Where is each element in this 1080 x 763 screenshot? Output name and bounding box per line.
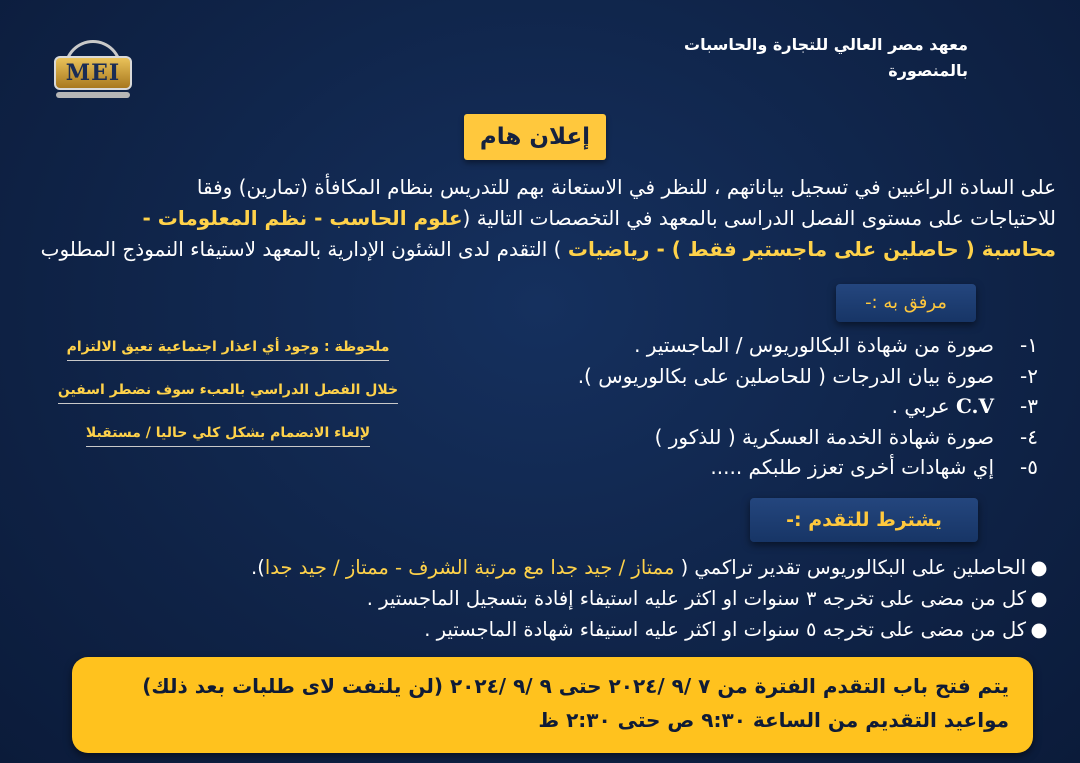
list-item-number: ٥- (1020, 455, 1038, 479)
list-item-text: عربي . (891, 394, 956, 418)
intro-line-3 (36, 234, 1056, 265)
list-item (52, 583, 1052, 614)
requirements-heading: يشترط للتقدم :- (750, 498, 978, 542)
intro-paragraph (36, 172, 1056, 265)
note-block (50, 336, 406, 465)
list-item (478, 391, 1038, 422)
list-item-number: ٢- (1020, 363, 1038, 388)
logo-badge: MEI (54, 56, 132, 90)
application-period: يتم فتح باب التقدم الفترة من ٧ /٩ /٢٠٢٤ حتى ٩ /٩ /٢٠٢٤ (لن يلتفت لاى طلبات بعد ذلك) (142, 674, 1009, 698)
bullet-icon: ● (1030, 556, 1048, 579)
list-item (52, 614, 1052, 645)
list-item-number: ١- (1020, 333, 1038, 357)
list-item-text: صورة بيان الدرجات ( للحاصلين على بكالوريوس ). (577, 363, 994, 388)
attachments-heading: مرفق به :- (836, 284, 976, 322)
list-item (478, 330, 1038, 361)
attachments-list (478, 330, 1038, 483)
list-item-text-end: ). (251, 556, 265, 579)
note-line-3: لإلغاء الانضمام بشكل كلي حاليا / مستقبلا (86, 422, 370, 447)
announcement-title: إعلان هام (464, 114, 606, 160)
institute-name-line1: معهد مصر العالي للتجارة والحاسبات (684, 35, 968, 54)
logo-underline (56, 92, 130, 98)
bullet-icon: ● (1030, 587, 1048, 610)
intro-line-3-text: ) التقدم لدى الشئون الإدارية بالمعهد لاستيفاء النموذج المطلوب (40, 237, 568, 261)
list-item-text: صورة من شهادة البكالوريوس / الماجستير . (634, 333, 994, 357)
list-item-text: الحاصلين على البكالوريوس تقدير تراكمي ( (674, 556, 1026, 579)
list-item-text: كل من مضى على تخرجه ٣ سنوات او اكثر عليه استيفاء إفادة بتسجيل الماجستير . (366, 587, 1026, 610)
intro-line-2-text: للاحتياجات على مستوى الفصل الدراسى بالمعهد في التخصصات التالية ( (462, 206, 1056, 230)
cv-label: C.V (955, 394, 994, 418)
list-item-number: ٤- (1020, 424, 1038, 449)
application-hours: مواعيد التقديم من الساعة ٩:٣٠ ص حتى ٢:٣٠ ظ (538, 708, 1009, 732)
list-item (478, 452, 1038, 483)
list-item-text: كل من مضى على تخرجه ٥ سنوات او اكثر عليه استيفاء شهادة الماجستير . (424, 618, 1026, 641)
list-item (478, 422, 1038, 453)
institute-name (684, 32, 968, 84)
note-line-1: ملحوظة : وجود أي اعذار اجتماعية تعيق الالتزام (67, 336, 390, 361)
institute-logo (50, 38, 136, 104)
list-item (52, 552, 1052, 583)
list-item-text: صورة شهادة الخدمة العسكرية ( للذكور ) (654, 424, 994, 449)
requirements-list (52, 552, 1052, 645)
list-item-number: ٣- (1020, 394, 1038, 418)
list-item-text: إي شهادات أخرى تعزز طلبكم ..... (710, 455, 994, 479)
intro-specializations-1: علوم الحاسب - نظم المعلومات - (142, 206, 463, 230)
intro-line-2 (36, 203, 1056, 234)
institute-name-line2: بالمنصورة (888, 61, 968, 80)
intro-line-1: على السادة الراغبين في تسجيل بياناتهم ، للنظر في الاستعانة بهم للتدريس بنظام المكافأة (تمارين) وفقا (196, 175, 1056, 199)
note-line-2: خلال الفصل الدراسي بالعبء سوف نضطر اسفين (58, 379, 398, 404)
intro-specializations-2: محاسبة ( حاصلين على ماجستير فقط ) - رياضيات (567, 237, 1056, 261)
list-item (478, 361, 1038, 392)
bullet-icon: ● (1030, 618, 1048, 641)
application-period-banner (72, 657, 1033, 753)
grade-requirement: ممتاز / جيد جدا مع مرتبة الشرف - ممتاز / جيد جدا (264, 556, 675, 579)
